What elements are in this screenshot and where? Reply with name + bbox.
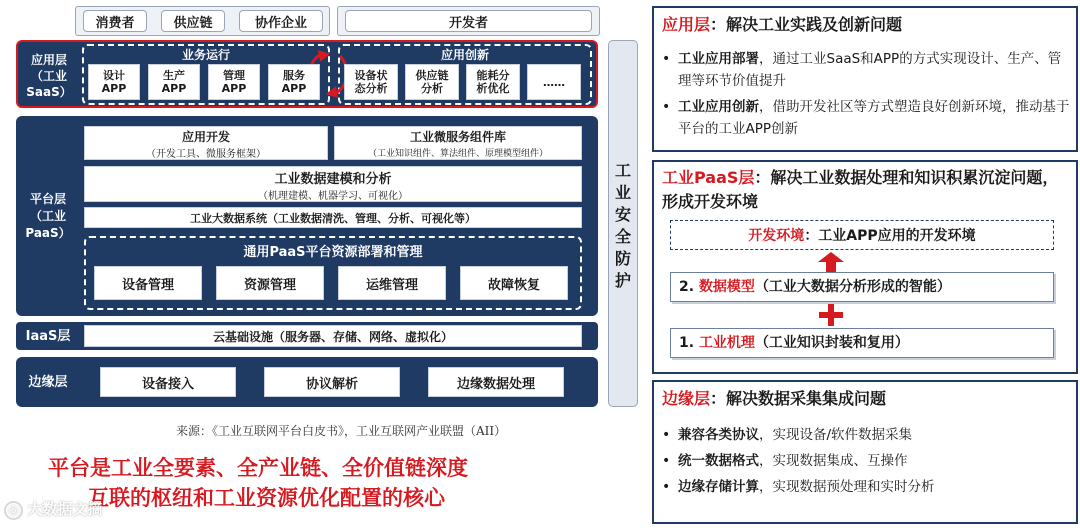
data-model-rest: （工业大数据分析形成的智能）: [754, 279, 951, 295]
dev-env-rest: ：工业APP应用的开发环境: [804, 228, 976, 244]
microservice-box: [334, 126, 582, 160]
app-panel-head: 应用层: [662, 15, 711, 34]
paas-resource-item: 资源管理: [216, 266, 324, 300]
platform-layer-label: 平台层（工业PaaS）: [25, 191, 71, 240]
bullet-item: [654, 476, 1072, 498]
data-model-num: 2.: [679, 279, 695, 295]
microservice-sub: （工业知识组件、算法组件、原理模型组件）: [367, 148, 548, 159]
edge-panel-head: 边缘层: [662, 389, 711, 408]
business-app-item: 设计APP: [88, 64, 140, 100]
up-arrow-icon: [818, 252, 844, 272]
slogan-line-2: 互联的枢纽和工业资源优化配置的核心: [88, 486, 445, 510]
business-app-item: 服务APP: [268, 64, 320, 100]
security-label: 工业安全防护: [614, 161, 631, 290]
source-note: 来源：《工业互联网平台白皮书》，工业互联网产业联盟（AII）: [176, 424, 507, 438]
paas-resource-item: 故障恢复: [460, 266, 568, 300]
bullet-text: ，实现数据集成、互操作: [759, 453, 908, 469]
mechanism-rest: （工业知识封装和复用）: [754, 335, 909, 351]
paas-panel-head: 工业PaaS层: [662, 168, 755, 187]
edge-item: 边缘数据处理: [428, 367, 564, 397]
bullet-head: 边缘存储计算: [678, 479, 759, 495]
user-supply-chain: 供应链: [161, 10, 225, 32]
app-panel-title-rest: ：解决工业实践及创新问题: [710, 15, 903, 34]
business-app-item: 生产APP: [148, 64, 200, 100]
iaas-content: 云基础设施（服务器、存储、网络、虚拟化）: [84, 325, 582, 347]
edge-panel-title-rest: ：解决数据采集集成问题: [710, 389, 887, 408]
bullet-text: ，实现数据预处理和实时分析: [759, 479, 935, 495]
paas-panel-title-rest: ：解决工业数据处理和知识积累沉淀问题，形成开发环境: [662, 168, 1059, 211]
user-consumer: 消费者: [83, 10, 147, 32]
edge-item: 协议解析: [264, 367, 400, 397]
dev-env-box: [670, 220, 1054, 250]
dev-env-head: 开发环境: [748, 228, 805, 244]
innovation-item: 能耗分析优化: [466, 64, 520, 100]
data-model-box: [670, 272, 1054, 302]
bullet-item: [654, 96, 1072, 140]
bullet-item: [654, 48, 1072, 92]
modeling-title: 工业数据建模和分析: [274, 171, 392, 187]
paas-resource-item: 设备管理: [94, 266, 202, 300]
app-panel-bullets: [654, 48, 1072, 144]
app-panel-title: [662, 14, 1072, 36]
bullet-item: [654, 450, 1072, 472]
bigdata-box: 工业大数据系统（工业数据清洗、管理、分析、可视化等）: [84, 207, 582, 228]
innovation-item: 供应链分析: [405, 64, 459, 100]
mechanism-head: 工业机理: [698, 335, 755, 351]
mechanism-num: 1.: [679, 335, 695, 351]
microservice-title: 工业微服务组件库: [409, 129, 506, 144]
bullet-head: 工业应用创新: [678, 99, 759, 115]
bullet-text: ，实现设备/软件数据采集: [759, 427, 913, 443]
users-row: [75, 6, 600, 36]
bullet-text: ，通过工业SaaS和APP的方式实现设计、生产、管理等环节价值提升: [678, 51, 1062, 89]
edge-panel-bullets: [654, 424, 1072, 502]
app-layer-label: 应用层（工业SaaS）: [26, 53, 72, 99]
plus-icon: [819, 304, 843, 326]
edge-panel-title: [662, 388, 1072, 410]
watermark-text: 大数据文摘: [27, 500, 103, 518]
bullet-head: 兼容各类协议: [678, 427, 759, 443]
business-run-title: 业务运行: [181, 47, 230, 62]
watermark-logo-icon: ◎: [4, 501, 23, 520]
modeling-box: [84, 166, 582, 202]
app-dev-sub: （开发工具、微服务框架）: [146, 148, 266, 160]
innovation-item: 设备状态分析: [344, 64, 398, 100]
slogan-line-1: 平台是工业全要素、全产业链、全价值链深度: [48, 456, 468, 480]
edge-layer-label: 边缘层: [28, 374, 68, 390]
paas-title: 通用PaaS平台资源部署和管理: [243, 244, 423, 260]
mechanism-box: [670, 328, 1054, 358]
bullet-item: [654, 424, 1072, 446]
bullet-head: 工业应用部署: [678, 51, 759, 67]
app-innovation-title: 应用创新: [440, 47, 489, 62]
edge-item: 设备接入: [100, 367, 236, 397]
app-dev-box: [84, 126, 328, 160]
modeling-sub: （机理建模、机器学习、可视化）: [258, 190, 408, 202]
data-model-head: 数据模型: [698, 279, 755, 295]
app-dev-title: 应用开发: [181, 129, 230, 144]
bullet-text: ，借助开发社区等方式塑造良好创新环境，推动基于平台的工业APP创新: [678, 99, 1070, 137]
business-app-item: 管理APP: [208, 64, 260, 100]
watermark: [4, 498, 102, 519]
user-developer: 开发者: [345, 10, 592, 32]
iaas-layer-label: IaaS层: [25, 328, 71, 344]
innovation-item: ……: [527, 64, 581, 100]
bullet-head: 统一数据格式: [678, 453, 759, 469]
paas-resource-item: 运维管理: [338, 266, 446, 300]
paas-panel-title: [662, 166, 1068, 214]
user-partner: 协作企业: [239, 10, 323, 32]
